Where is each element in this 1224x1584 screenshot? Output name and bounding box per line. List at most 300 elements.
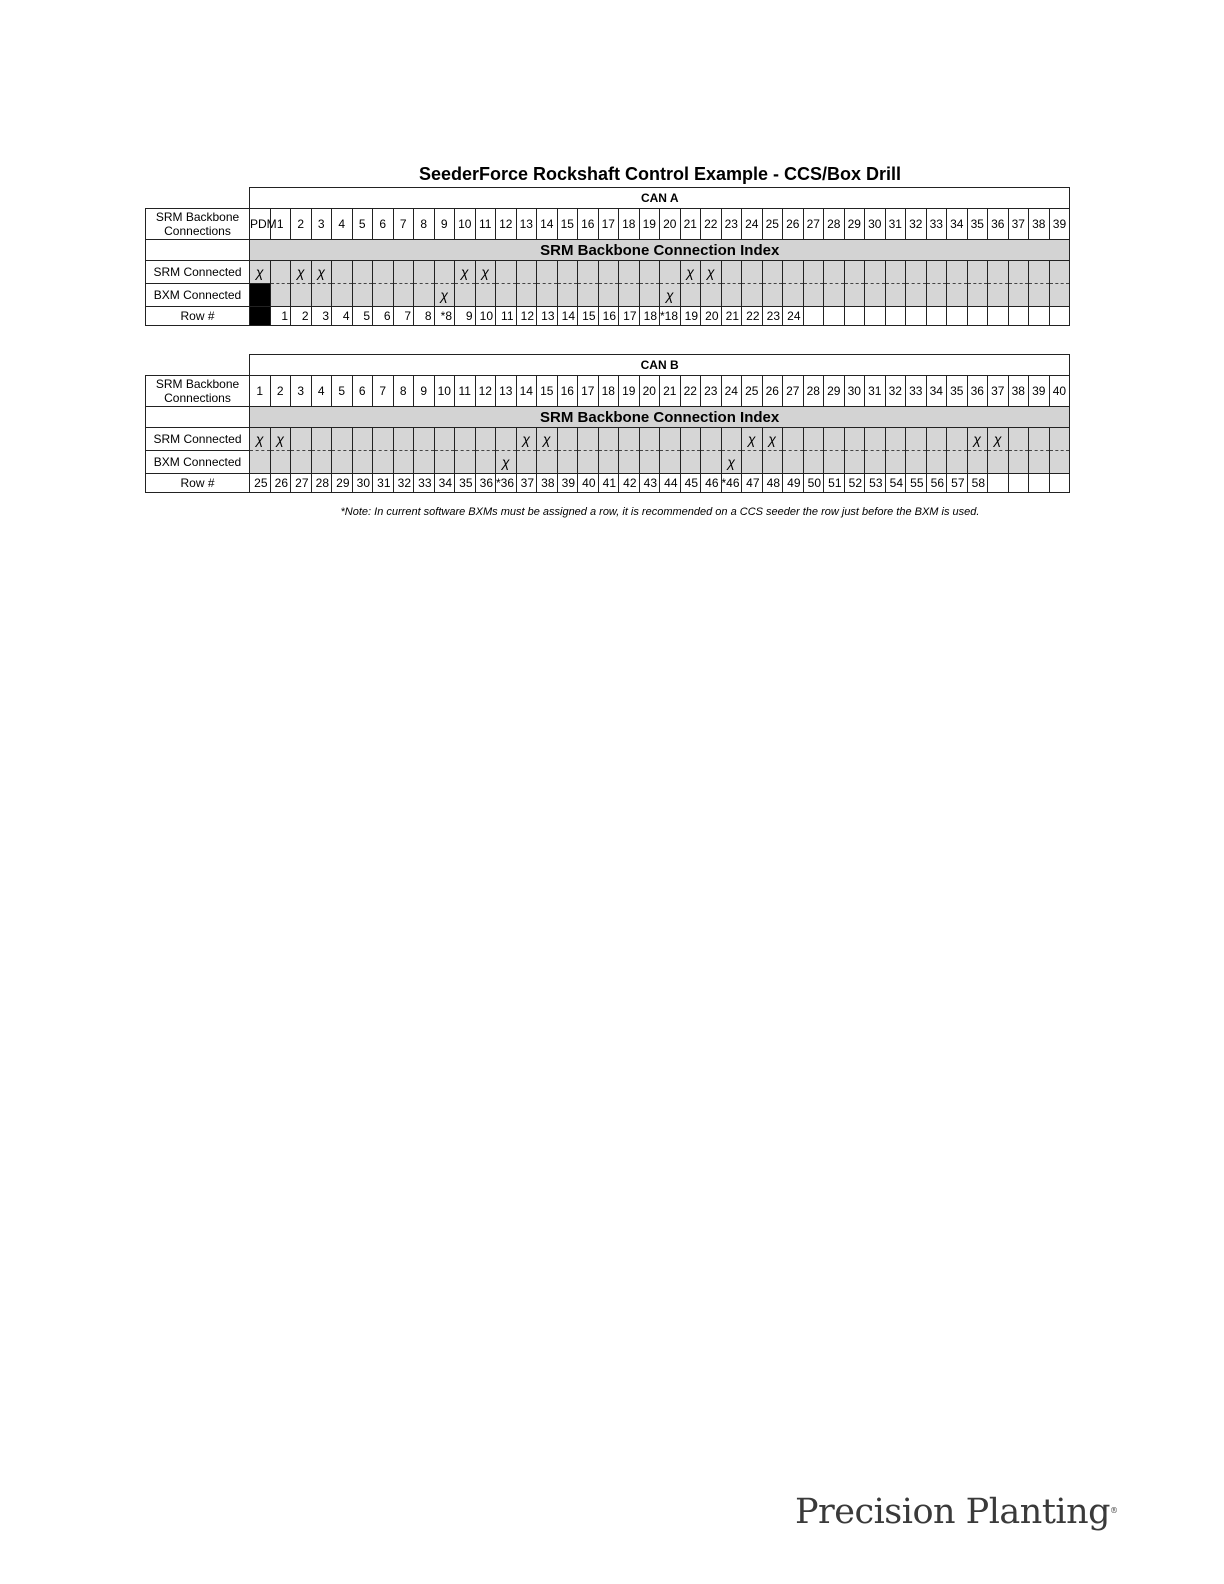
blank-cell <box>146 355 250 376</box>
status-cell <box>537 284 558 307</box>
status-cell <box>619 428 640 451</box>
row-number-cell: 47 <box>742 474 763 493</box>
status-cell <box>270 261 291 284</box>
status-cell <box>557 261 578 284</box>
status-cell <box>598 261 619 284</box>
status-cell <box>1049 451 1070 474</box>
row-number-cell: 21 <box>721 307 742 326</box>
blank-cell <box>146 188 250 209</box>
status-cell <box>270 284 291 307</box>
status-cell <box>844 451 865 474</box>
x-mark: χ <box>455 261 476 284</box>
status-cell <box>947 284 968 307</box>
status-cell <box>578 428 599 451</box>
row-number-cell: *18 <box>660 307 681 326</box>
status-cell <box>1008 428 1029 451</box>
x-mark: χ <box>660 284 681 307</box>
srm-connected-row <box>146 428 1070 451</box>
connection-header-cell: 4 <box>332 209 353 240</box>
status-cell <box>885 261 906 284</box>
status-cell <box>639 284 660 307</box>
can-a-table <box>145 187 1070 326</box>
status-cell <box>988 284 1009 307</box>
connection-header-cell: 15 <box>557 209 578 240</box>
status-cell <box>844 284 865 307</box>
row-number-cell: 15 <box>578 307 599 326</box>
connection-header-cell: 5 <box>332 376 353 407</box>
connection-header-cell: 37 <box>988 376 1009 407</box>
status-cell <box>721 261 742 284</box>
connection-header-cell: 6 <box>352 376 373 407</box>
backbone-connections-row <box>146 209 1070 240</box>
status-cell <box>1008 451 1029 474</box>
status-cell <box>373 261 394 284</box>
connection-header-cell: 33 <box>906 376 927 407</box>
status-cell <box>865 451 886 474</box>
x-mark: χ <box>250 261 271 284</box>
status-cell <box>639 451 660 474</box>
row-number-cell: 38 <box>537 474 558 493</box>
row-number-row <box>146 474 1070 493</box>
status-cell <box>639 261 660 284</box>
connection-header-cell: 19 <box>619 376 640 407</box>
status-cell <box>434 261 455 284</box>
row-number-cell: 42 <box>619 474 640 493</box>
status-cell <box>537 261 558 284</box>
row-number-cell: 11 <box>496 307 517 326</box>
connection-header-cell: 25 <box>742 376 763 407</box>
footnote: *Note: In current software BXMs must be assigned a row, it is recommended on a CCS seeder the row just before the BXM is used. <box>340 506 980 518</box>
row-number-cell: 40 <box>578 474 599 493</box>
status-cell <box>557 284 578 307</box>
row-number-cell <box>844 307 865 326</box>
status-cell <box>455 451 476 474</box>
status-cell <box>311 284 332 307</box>
row-number-cell: *36 <box>496 474 517 493</box>
connection-header-cell: PDM <box>250 209 271 240</box>
status-cell <box>516 451 537 474</box>
row-number-cell <box>885 307 906 326</box>
connection-header-cell: 12 <box>496 209 517 240</box>
status-cell <box>1029 451 1050 474</box>
status-cell <box>701 428 722 451</box>
status-cell <box>742 451 763 474</box>
connection-header-cell: 20 <box>639 376 660 407</box>
status-cell <box>926 428 947 451</box>
bxm-connected-row <box>146 284 1070 307</box>
row-number-cell <box>803 307 824 326</box>
status-cell <box>885 284 906 307</box>
row-number-cell: 33 <box>414 474 435 493</box>
connection-header-cell: 11 <box>455 376 476 407</box>
status-cell <box>865 261 886 284</box>
connection-header-cell: 24 <box>721 376 742 407</box>
connection-index-label: SRM Backbone Connection Index <box>250 407 1070 428</box>
row-number-cell <box>1008 307 1029 326</box>
status-cell <box>947 451 968 474</box>
status-cell <box>742 261 763 284</box>
connection-header-cell: 7 <box>373 376 394 407</box>
status-cell <box>578 261 599 284</box>
connection-header-cell: 13 <box>496 376 517 407</box>
connection-header-cell: 34 <box>926 376 947 407</box>
connection-header-cell: 39 <box>1029 376 1050 407</box>
status-cell <box>250 451 271 474</box>
blank-cell <box>146 240 250 261</box>
x-mark: χ <box>270 428 291 451</box>
row-number-cell: 2 <box>291 307 312 326</box>
status-cell <box>1049 261 1070 284</box>
connection-header-cell: 13 <box>516 209 537 240</box>
status-cell <box>824 261 845 284</box>
row-number-cell: 45 <box>680 474 701 493</box>
connection-header-cell: 8 <box>393 376 414 407</box>
status-cell <box>660 261 681 284</box>
connection-header-cell: 21 <box>660 376 681 407</box>
row-number-cell: 6 <box>373 307 394 326</box>
row-number-cell: 4 <box>332 307 353 326</box>
status-cell <box>906 451 927 474</box>
status-cell <box>906 428 927 451</box>
status-cell <box>598 284 619 307</box>
connection-header-cell: 1 <box>270 209 291 240</box>
status-cell <box>721 428 742 451</box>
bxm-connected-label: BXM Connected <box>146 284 250 307</box>
row-number-cell: 35 <box>455 474 476 493</box>
status-cell <box>475 284 496 307</box>
status-cell <box>1029 284 1050 307</box>
connection-header-cell: 2 <box>270 376 291 407</box>
status-cell <box>311 451 332 474</box>
connection-index-row <box>146 240 1070 261</box>
status-cell <box>639 428 660 451</box>
row-number-cell: 57 <box>947 474 968 493</box>
connection-header-cell: 34 <box>947 209 968 240</box>
x-mark: χ <box>496 451 517 474</box>
connection-header-cell: 29 <box>824 376 845 407</box>
connection-header-cell: 4 <box>311 376 332 407</box>
status-cell <box>393 261 414 284</box>
can-b-table <box>145 354 1070 493</box>
precision-planting-logo <box>795 1492 1118 1532</box>
row-number-cell: 23 <box>762 307 783 326</box>
row-number-cell: 31 <box>373 474 394 493</box>
status-cell <box>516 284 537 307</box>
x-mark: χ <box>475 261 496 284</box>
row-number-row <box>146 307 1070 326</box>
backbone-connections-label: SRM Backbone Connections <box>146 376 250 407</box>
status-cell <box>803 428 824 451</box>
status-cell <box>414 451 435 474</box>
status-cell <box>475 428 496 451</box>
status-cell <box>496 428 517 451</box>
status-cell <box>885 451 906 474</box>
can-row <box>146 355 1070 376</box>
row-number-cell <box>988 474 1009 493</box>
row-number-cell <box>947 307 968 326</box>
status-cell <box>824 284 845 307</box>
x-mark: χ <box>516 428 537 451</box>
row-number-cell: 17 <box>619 307 640 326</box>
status-cell <box>537 451 558 474</box>
connection-header-cell: 9 <box>434 209 455 240</box>
row-number-cell <box>1029 474 1050 493</box>
can-row <box>146 188 1070 209</box>
status-cell <box>414 428 435 451</box>
connection-header-cell: 30 <box>844 376 865 407</box>
connection-header-cell: 38 <box>1008 376 1029 407</box>
connection-header-cell: 35 <box>967 209 988 240</box>
x-mark: χ <box>967 428 988 451</box>
status-cell <box>660 428 681 451</box>
x-mark: χ <box>250 428 271 451</box>
connection-header-cell: 10 <box>455 209 476 240</box>
row-number-cell: 5 <box>352 307 373 326</box>
connection-header-cell: 24 <box>742 209 763 240</box>
connection-header-cell: 27 <box>783 376 804 407</box>
row-number-cell: 36 <box>475 474 496 493</box>
row-number-cell: 8 <box>414 307 435 326</box>
status-cell <box>250 284 271 307</box>
row-number-cell <box>824 307 845 326</box>
row-number-cell <box>906 307 927 326</box>
status-cell <box>373 451 394 474</box>
connection-header-cell: 29 <box>844 209 865 240</box>
status-cell <box>721 284 742 307</box>
status-cell <box>393 451 414 474</box>
status-cell <box>762 451 783 474</box>
status-cell <box>1049 284 1070 307</box>
connection-header-cell: 25 <box>762 209 783 240</box>
status-cell <box>926 451 947 474</box>
connection-header-cell: 26 <box>762 376 783 407</box>
row-number-cell: 34 <box>434 474 455 493</box>
can-label: CAN B <box>250 355 1070 376</box>
backbone-connections-label: SRM Backbone Connections <box>146 209 250 240</box>
row-number-cell <box>967 307 988 326</box>
row-number-cell: 3 <box>311 307 332 326</box>
status-cell <box>783 428 804 451</box>
status-cell <box>434 428 455 451</box>
connection-header-cell: 28 <box>803 376 824 407</box>
x-mark: χ <box>701 261 722 284</box>
row-number-cell: 7 <box>393 307 414 326</box>
status-cell <box>824 428 845 451</box>
status-cell <box>844 428 865 451</box>
connection-header-cell: 16 <box>578 209 599 240</box>
row-number-cell: 39 <box>557 474 578 493</box>
status-cell <box>967 451 988 474</box>
row-number-cell: 55 <box>906 474 927 493</box>
status-cell <box>865 284 886 307</box>
connection-index-label: SRM Backbone Connection Index <box>250 240 1070 261</box>
status-cell <box>352 284 373 307</box>
row-number-cell: 26 <box>270 474 291 493</box>
row-number-cell: 49 <box>783 474 804 493</box>
row-number-cell <box>1049 307 1070 326</box>
connection-header-cell: 18 <box>619 209 640 240</box>
connection-header-cell: 35 <box>947 376 968 407</box>
status-cell <box>988 451 1009 474</box>
status-cell <box>332 261 353 284</box>
status-cell <box>393 284 414 307</box>
row-number-cell <box>926 307 947 326</box>
x-mark: χ <box>680 261 701 284</box>
row-number-cell: 54 <box>885 474 906 493</box>
connection-header-cell: 17 <box>598 209 619 240</box>
row-number-cell: 52 <box>844 474 865 493</box>
connection-header-cell: 8 <box>414 209 435 240</box>
connection-header-cell: 18 <box>598 376 619 407</box>
status-cell <box>393 428 414 451</box>
status-cell <box>783 284 804 307</box>
status-cell <box>885 428 906 451</box>
connection-header-cell: 38 <box>1029 209 1050 240</box>
connection-header-cell: 2 <box>291 209 312 240</box>
connection-header-cell: 36 <box>967 376 988 407</box>
row-number-cell: 25 <box>250 474 271 493</box>
status-cell <box>926 284 947 307</box>
connection-header-cell: 17 <box>578 376 599 407</box>
x-mark: χ <box>742 428 763 451</box>
status-cell <box>865 428 886 451</box>
status-cell <box>1008 284 1029 307</box>
status-cell <box>311 428 332 451</box>
connection-header-cell: 1 <box>250 376 271 407</box>
connection-header-cell: 12 <box>475 376 496 407</box>
status-cell <box>926 261 947 284</box>
connection-header-cell: 21 <box>680 209 701 240</box>
srm-connected-label: SRM Connected <box>146 261 250 284</box>
status-cell <box>270 451 291 474</box>
row-number-cell: 22 <box>742 307 763 326</box>
x-mark: χ <box>311 261 332 284</box>
status-cell <box>496 261 517 284</box>
status-cell <box>250 307 271 326</box>
connection-header-cell: 22 <box>701 209 722 240</box>
connection-header-cell: 23 <box>701 376 722 407</box>
x-mark: χ <box>434 284 455 307</box>
connection-header-cell: 37 <box>1008 209 1029 240</box>
x-mark: χ <box>721 451 742 474</box>
status-cell <box>619 451 640 474</box>
status-cell <box>1049 428 1070 451</box>
status-cell <box>557 451 578 474</box>
connection-header-cell: 32 <box>885 376 906 407</box>
connection-header-cell: 3 <box>291 376 312 407</box>
connection-header-cell: 7 <box>393 209 414 240</box>
row-number-cell: 32 <box>393 474 414 493</box>
document-title: SeederForce Rockshaft Control Example - CCS/Box Drill <box>418 164 902 184</box>
bxm-connected-row <box>146 451 1070 474</box>
row-number-cell: 12 <box>516 307 537 326</box>
status-cell <box>414 284 435 307</box>
row-number-cell: 53 <box>865 474 886 493</box>
connection-header-cell: 10 <box>434 376 455 407</box>
connection-index-row <box>146 407 1070 428</box>
row-number-cell <box>1049 474 1070 493</box>
connection-header-cell: 26 <box>783 209 804 240</box>
connection-header-cell: 11 <box>475 209 496 240</box>
connection-header-cell: 31 <box>885 209 906 240</box>
status-cell <box>619 261 640 284</box>
status-cell <box>598 451 619 474</box>
row-number-cell <box>1008 474 1029 493</box>
status-cell <box>906 284 927 307</box>
status-cell <box>414 261 435 284</box>
status-cell <box>1029 261 1050 284</box>
connection-header-cell: 23 <box>721 209 742 240</box>
status-cell <box>660 451 681 474</box>
status-cell <box>762 284 783 307</box>
status-cell <box>1029 428 1050 451</box>
status-cell <box>455 284 476 307</box>
row-number-cell: 24 <box>783 307 804 326</box>
status-cell <box>783 451 804 474</box>
blank-cell <box>146 407 250 428</box>
connection-header-cell: 16 <box>557 376 578 407</box>
row-number-cell: 27 <box>291 474 312 493</box>
x-mark: χ <box>291 261 312 284</box>
status-cell <box>783 261 804 284</box>
status-cell <box>332 451 353 474</box>
connection-header-cell: 15 <box>537 376 558 407</box>
row-number-cell: 29 <box>332 474 353 493</box>
status-cell <box>598 428 619 451</box>
row-number-cell: 1 <box>270 307 291 326</box>
row-number-cell: 28 <box>311 474 332 493</box>
status-cell <box>291 428 312 451</box>
status-cell <box>680 284 701 307</box>
connection-header-cell: 31 <box>865 376 886 407</box>
status-cell <box>291 284 312 307</box>
x-mark: χ <box>537 428 558 451</box>
backbone-connections-row <box>146 376 1070 407</box>
row-number-cell: 44 <box>660 474 681 493</box>
connection-header-cell: 3 <box>311 209 332 240</box>
status-cell <box>701 284 722 307</box>
row-number-cell: 10 <box>475 307 496 326</box>
row-number-cell: 13 <box>537 307 558 326</box>
row-number-cell: 18 <box>639 307 660 326</box>
x-mark: χ <box>988 428 1009 451</box>
status-cell <box>578 284 599 307</box>
row-number-cell: 30 <box>352 474 373 493</box>
row-number-cell: 51 <box>824 474 845 493</box>
status-cell <box>455 428 476 451</box>
connection-header-cell: 28 <box>824 209 845 240</box>
row-number-cell: 43 <box>639 474 660 493</box>
status-cell <box>762 261 783 284</box>
row-number-cell: *8 <box>434 307 455 326</box>
row-number-cell: 19 <box>680 307 701 326</box>
status-cell <box>434 451 455 474</box>
can-label: CAN A <box>250 188 1070 209</box>
connection-header-cell: 32 <box>906 209 927 240</box>
status-cell <box>291 451 312 474</box>
status-cell <box>352 261 373 284</box>
row-number-cell: 58 <box>967 474 988 493</box>
registered-mark: ® <box>1110 1506 1118 1515</box>
row-number-cell: 14 <box>557 307 578 326</box>
row-number-cell: 41 <box>598 474 619 493</box>
row-number-cell <box>865 307 886 326</box>
status-cell <box>516 261 537 284</box>
status-cell <box>947 261 968 284</box>
status-cell <box>803 451 824 474</box>
status-cell <box>988 261 1009 284</box>
connection-header-cell: 9 <box>414 376 435 407</box>
